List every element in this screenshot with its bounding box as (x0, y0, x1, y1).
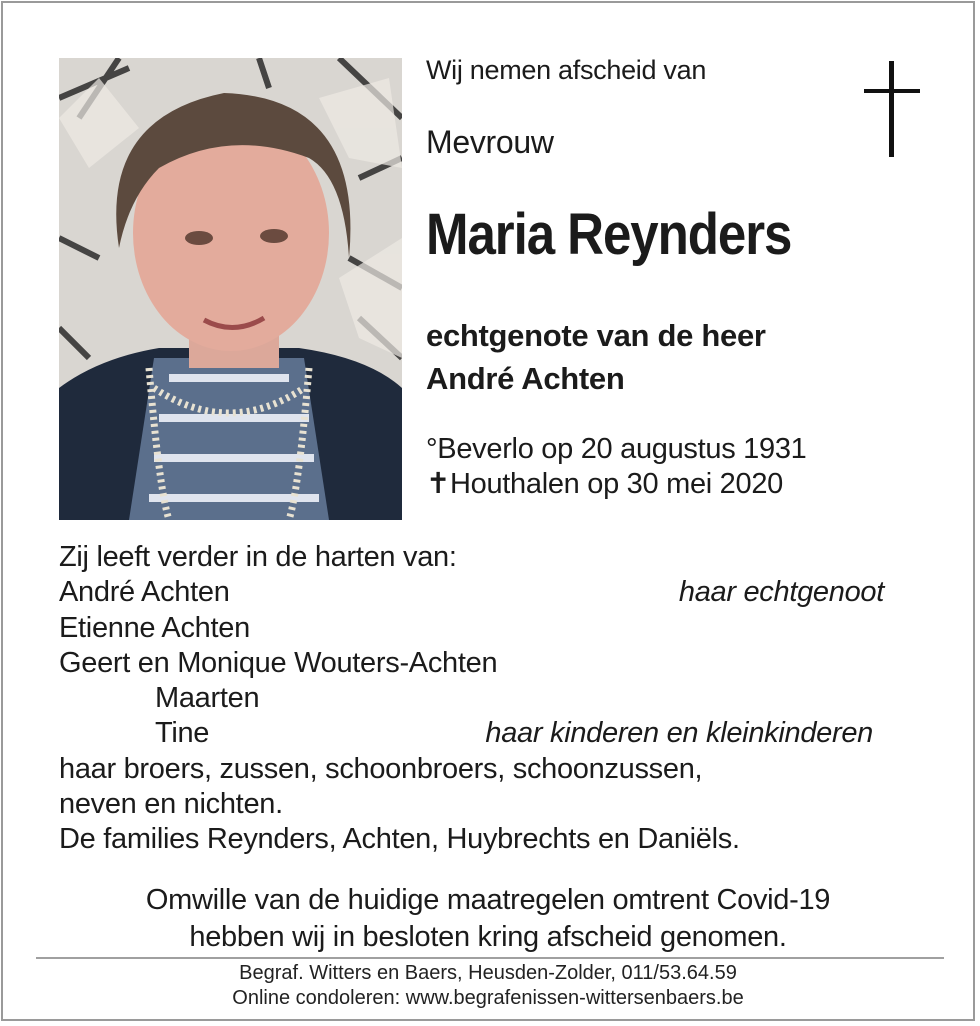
spouse-name: André Achten (426, 361, 625, 396)
list-item: De families Reynders, Achten, Huybrechts en Daniëls. (59, 823, 740, 856)
children-role: haar kinderen en kleinkinderen (485, 717, 873, 750)
mourners-intro: Zij leeft verder in de harten van: (59, 541, 457, 573)
spouse-line: echtgenote van de heer (426, 318, 766, 353)
list-item (59, 575, 899, 610)
list-item: Maarten (155, 682, 260, 715)
funeral-home-footer (0, 961, 976, 1011)
husband-name: André Achten (59, 576, 230, 609)
husband-role: haar echtgenoot (678, 576, 884, 609)
funeral-home-contact: Begraf. Witters en Baers, Heusden-Zolder, 011/53.64.59 (239, 962, 737, 984)
list-item: Etienne Achten (59, 611, 250, 644)
deceased-name: Maria Reynders (426, 202, 792, 267)
list-item: Geert en Monique Wouters-Achten (59, 646, 498, 679)
birth-date: °Beverlo op 20 augustus 1931 (426, 433, 807, 465)
cross-icon (864, 61, 922, 159)
life-dates (426, 432, 806, 502)
divider (36, 957, 944, 959)
notice-line: hebben wij in besloten kring afscheid genomen. (189, 921, 787, 953)
intro-text: Wij nemen afscheid van (426, 55, 707, 85)
notice-line: Omwille van de huidige maatregelen omtrent Covid-19 (145, 884, 831, 916)
death-date: ✝Houthalen op 30 mei 2020 (426, 468, 783, 500)
online-condolence-link: Online condoleren: www.begrafenissen-wittersenbaers.be (232, 987, 744, 1009)
honorific: Mevrouw (426, 124, 554, 160)
mourners-list (59, 540, 899, 858)
spouse-info (426, 314, 766, 400)
covid-notice (0, 882, 976, 956)
list-item: haar broers, zussen, schoonbroers, schoonzussen, (59, 752, 703, 785)
grandchild-name: Tine (155, 717, 210, 750)
portrait-photo (59, 58, 402, 520)
list-item: neven en nichten. (59, 788, 283, 821)
list-item (59, 716, 899, 751)
